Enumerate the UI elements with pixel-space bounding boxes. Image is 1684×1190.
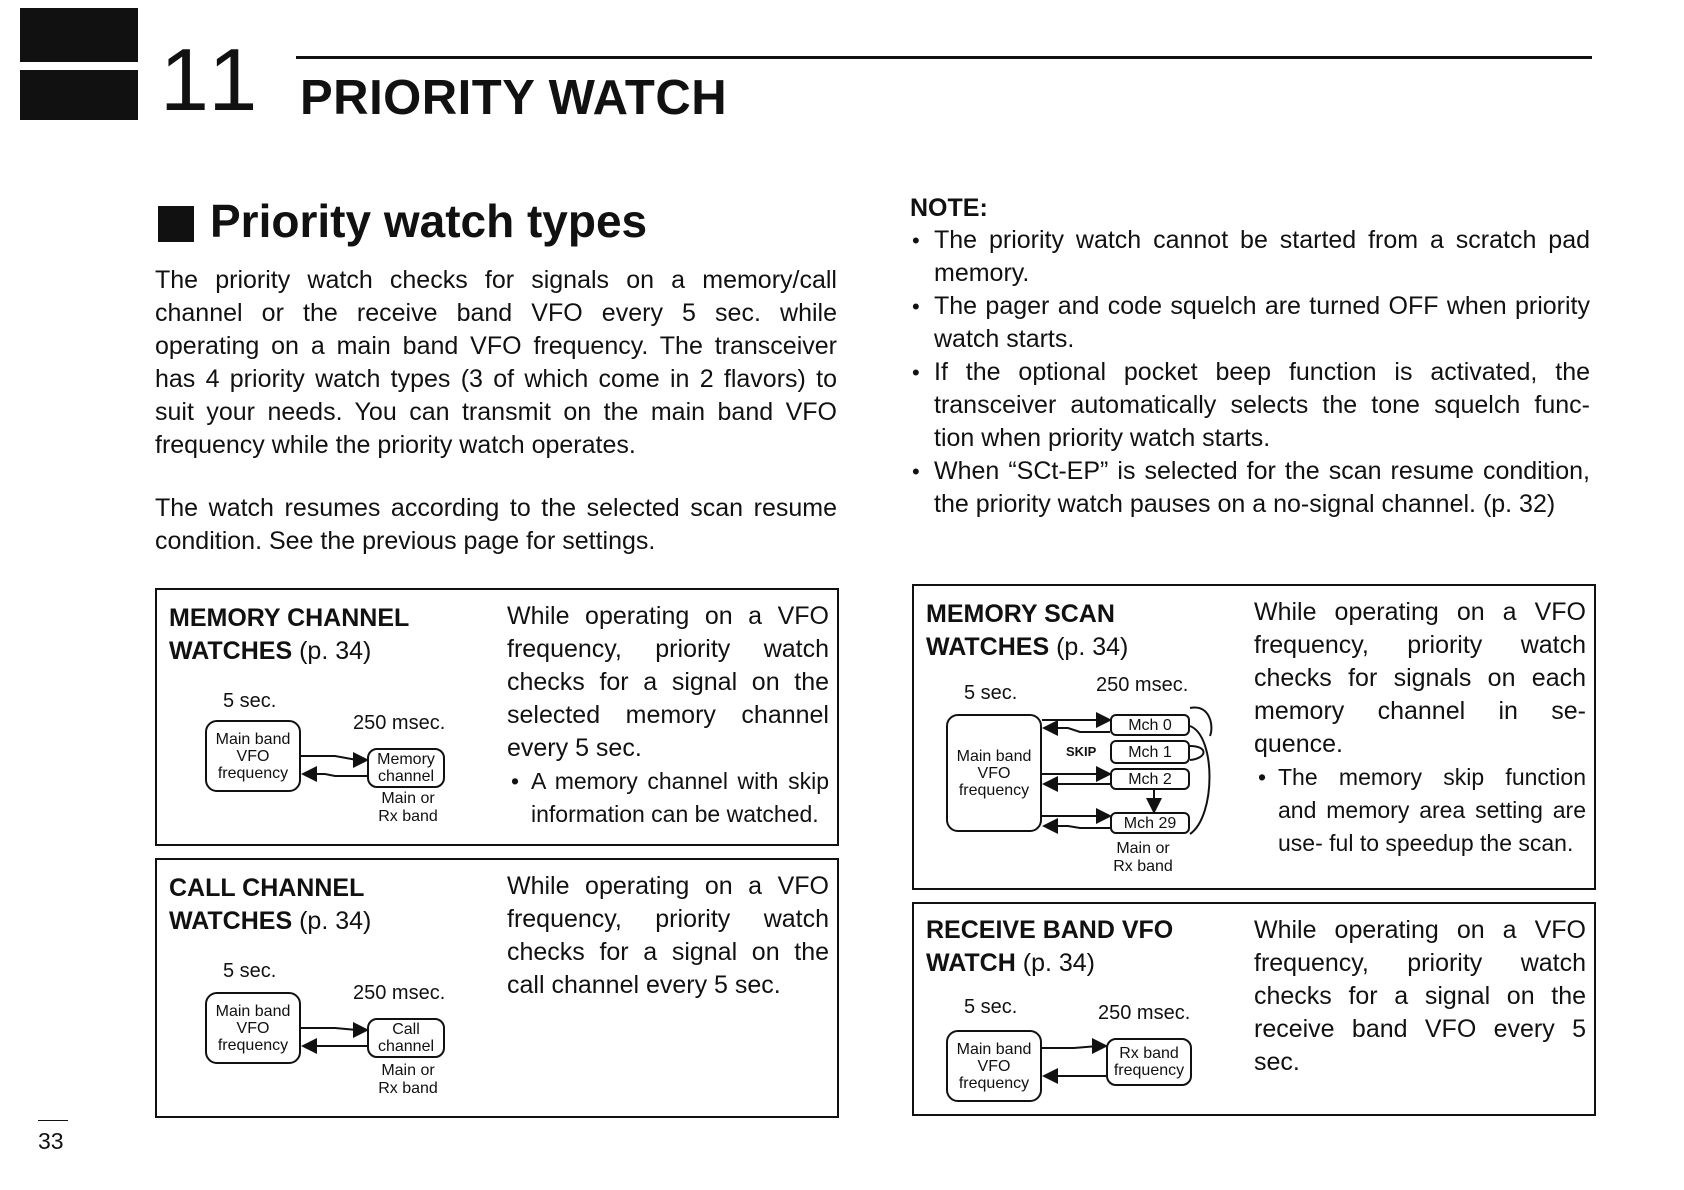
interval-watch-label: 250 msec. <box>353 712 446 734</box>
box-title-line: WATCHES <box>926 633 1050 661</box>
memory-channel-1-box: Mch 1 <box>1110 740 1190 764</box>
call-channel-target-box: Call channel <box>367 1018 445 1058</box>
intro-line: channel or the receive band VFO every 5 sec. while <box>155 299 837 327</box>
box-title-line: RECEIVE BAND VFO <box>926 916 1174 944</box>
box-title-line: WATCHES <box>169 637 293 665</box>
intro-paragraph-1 <box>155 264 837 462</box>
chapter-tab-bottom <box>20 70 138 120</box>
chapter-tab-top <box>20 8 138 62</box>
box-title-line: MEMORY CHANNEL <box>169 604 410 632</box>
box-description-text: While operating on a VFO frequency, priority watch checks for a signal on the receive band VFO every 5 sec. <box>1254 916 1586 1076</box>
memory-channel-29-box: Mch 29 <box>1110 812 1190 834</box>
box-title-line: MEMORY SCAN <box>926 600 1115 628</box>
box-title-line: CALL CHANNEL <box>169 874 365 902</box>
box-description-text: While operating on a VFO frequency, priority watch checks for a signal on the selected memory channel every 5 sec. <box>507 602 829 762</box>
intro-line: frequency while the priority watch operates. <box>155 431 636 459</box>
section-marker <box>158 206 194 242</box>
interval-main-label: 5 sec. <box>223 960 277 982</box>
receive-band-description <box>1254 914 1586 1079</box>
interval-watch-label: 250 msec. <box>1096 674 1189 696</box>
memory-scan-description <box>1254 596 1586 860</box>
page-number-rule <box>38 1120 68 1121</box>
intro-line: condition. See the previous page for settings. <box>155 527 656 555</box>
band-label: Main or Rx band <box>378 790 438 825</box>
interval-watch-label: 250 msec. <box>1098 1002 1191 1024</box>
page-ref: (p. 34) <box>1022 949 1096 977</box>
interval-watch-label: 250 msec. <box>353 982 446 1004</box>
note-list <box>910 224 1590 521</box>
box-title-line: WATCH <box>926 949 1016 977</box>
intro-paragraph-2 <box>155 492 837 558</box>
box-bullet: • A memory channel with skip information can be watched. <box>507 765 829 831</box>
intro-line: The watch resumes according to the selected scan resume <box>155 494 837 522</box>
memory-channel-description <box>507 600 829 831</box>
intro-line: The priority watch checks for signals on a memory/call <box>155 266 837 294</box>
main-band-box: Main band VFO frequency <box>205 720 301 792</box>
interval-main-label: 5 sec. <box>964 682 1018 704</box>
skip-label: SKIP <box>1066 744 1097 759</box>
memory-channel-target-box: Memory channel <box>367 748 445 788</box>
page-number: 33 <box>38 1128 64 1154</box>
band-label: Main or Rx band <box>378 1062 438 1097</box>
note-item: • The priority watch cannot be started from a scratch pad memory. <box>910 224 1590 290</box>
main-band-box: Main band VFO frequency <box>205 992 301 1064</box>
page-ref: (p. 34) <box>1056 633 1129 661</box>
note-title: NOTE: <box>910 194 988 222</box>
note-item: • If the optional pocket beep function is activated, the transceiver automatically selects the tone squelch func- tion when priority watch starts. <box>910 356 1590 455</box>
memory-channel-0-box: Mch 0 <box>1110 714 1190 736</box>
interval-main-label: 5 sec. <box>964 996 1018 1018</box>
page-ref: (p. 34) <box>299 637 372 665</box>
chapter-rule <box>296 56 1592 59</box>
section-title: Priority watch types <box>210 195 648 247</box>
box-description-text: While operating on a VFO frequency, priority watch checks for a signal on the call channel every 5 sec. <box>507 872 829 999</box>
page-ref: (p. 34) <box>299 907 372 935</box>
memory-channel-box <box>155 588 839 846</box>
band-label: Main or Rx band <box>1113 840 1173 875</box>
box-bullet: • The memory skip function and memory area setting are use- ful to speedup the scan. <box>1254 761 1586 860</box>
chapter-title: PRIORITY WATCH <box>300 71 728 125</box>
main-band-box: Main band VFO frequency <box>946 714 1042 832</box>
intro-line: operating on a main band VFO frequency. The transceiver <box>155 332 837 360</box>
call-channel-description <box>507 870 829 1002</box>
intro-line: suit your needs. You can transmit on the main band VFO <box>155 398 837 426</box>
main-band-box: Main band VFO frequency <box>946 1030 1042 1102</box>
memory-scan-box <box>912 584 1596 890</box>
interval-main-label: 5 sec. <box>223 690 277 712</box>
intro-line: has 4 priority watch types (3 of which come in 2 flavors) to <box>155 365 837 393</box>
note-item: • The pager and code squelch are turned OFF when priority watch starts. <box>910 290 1590 356</box>
box-title-line: WATCHES <box>169 907 293 935</box>
box-description-text: While operating on a VFO frequency, priority watch checks for signals on each memory channel in se- quence. <box>1254 598 1586 758</box>
memory-channel-2-box: Mch 2 <box>1110 768 1190 790</box>
note-item: • When “SCt-EP” is selected for the scan resume condition, the priority watch pauses on a no-signal channel. (p. 32) <box>910 455 1590 521</box>
receive-band-box <box>912 902 1596 1116</box>
rx-band-frequency-box: Rx band frequency <box>1106 1038 1192 1086</box>
call-channel-box <box>155 858 839 1118</box>
chapter-number: 11 <box>160 30 264 129</box>
